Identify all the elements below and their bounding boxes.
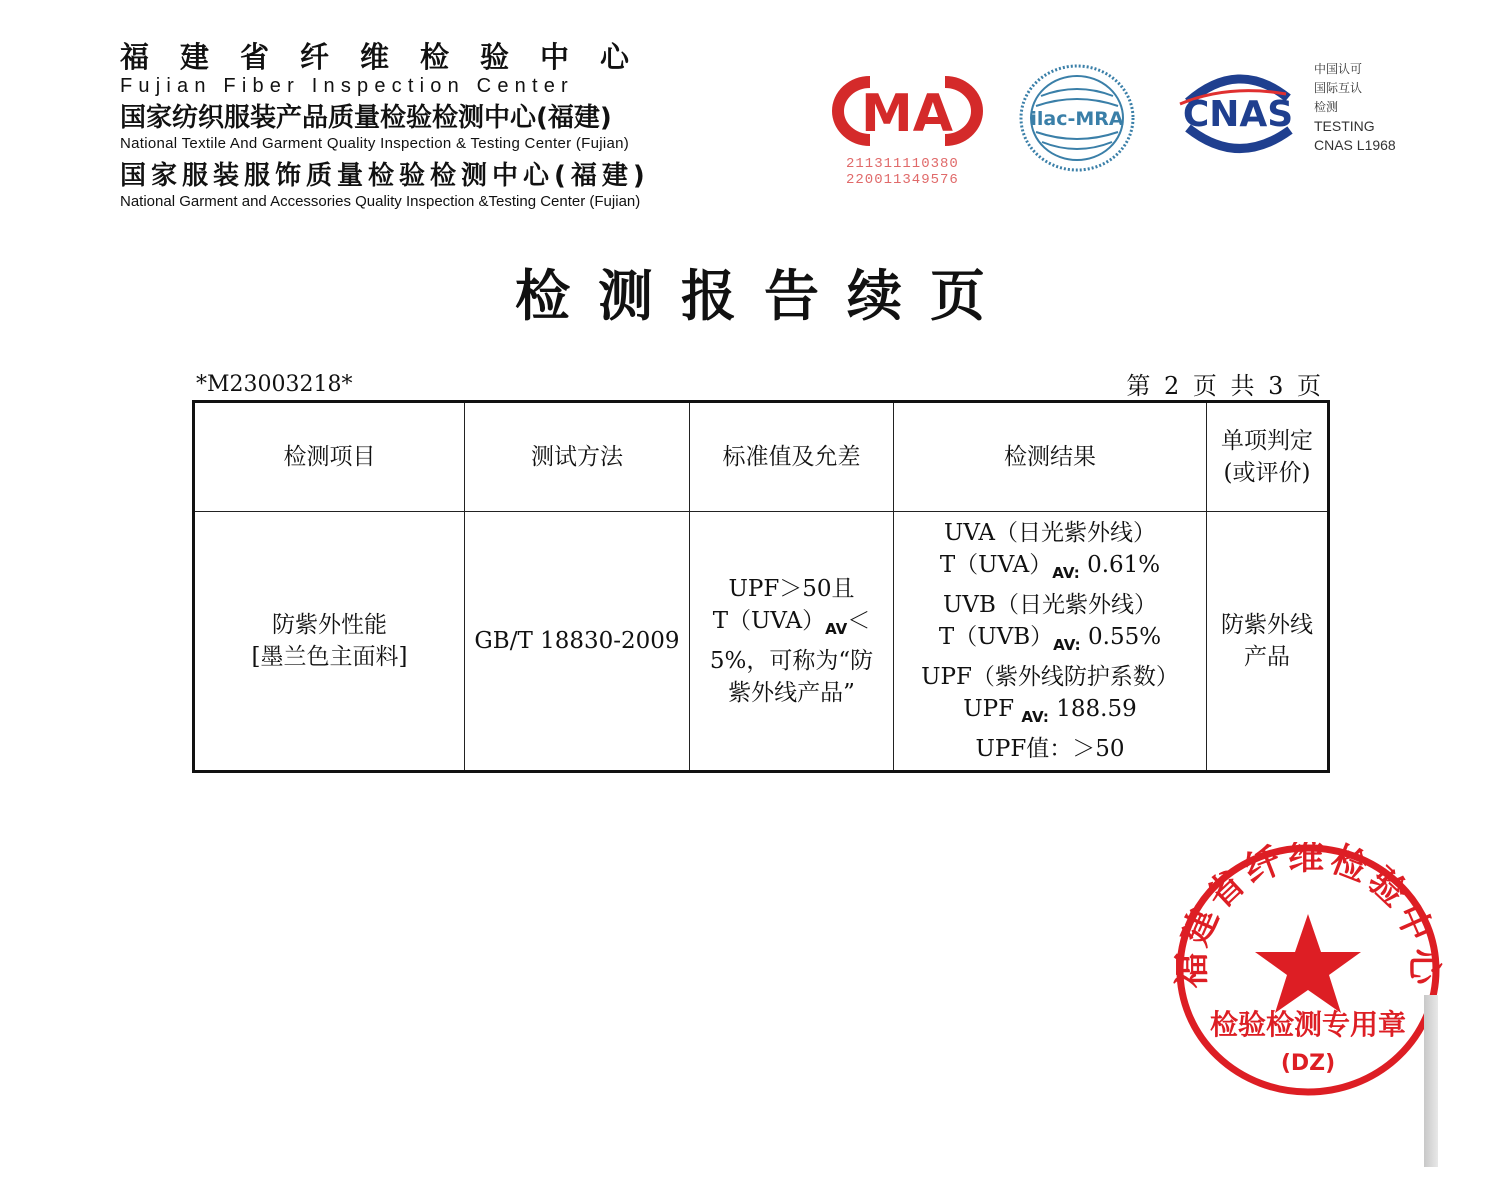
org-name-en: Fujian Fiber Inspection Center — [120, 75, 574, 97]
cell-judgement — [1207, 512, 1329, 772]
standard-line-2: $T(UVA)_{AV}<$ — [712, 608, 871, 638]
result-t-uvb: $T(UVB)_{AV:}$ 0.55% — [938, 624, 1162, 654]
report-code: *M23003218* — [196, 372, 353, 397]
svg-text:ilac-MRA: ilac-MRA — [1030, 108, 1124, 130]
table-header-row — [194, 402, 1329, 512]
document-title: 检测报告续页 — [514, 264, 1013, 328]
letterhead — [120, 40, 760, 212]
result-uvb-label: UVB（日光紫外线） — [943, 592, 1157, 618]
header-standard: 标准值及允差 — [690, 402, 894, 512]
cnas-line-5: CNAS L1968 — [1314, 137, 1396, 153]
cnas-line-4: TESTING — [1314, 118, 1375, 134]
cma-logo — [830, 76, 985, 188]
header-judgement — [1207, 402, 1329, 512]
cell-method: GB/T 18830-2009 — [465, 512, 690, 772]
ilac-mra-logo — [1016, 62, 1138, 174]
cell-standard — [690, 512, 894, 772]
header-judgement-line-2: (或评价) — [1223, 460, 1311, 486]
scan-edge-bar — [1424, 995, 1438, 1167]
standard-line-3: 5%，可称为“防 — [709, 648, 874, 674]
result-uva-label: UVA（日光紫外线） — [943, 520, 1157, 546]
item-sample: [墨兰色主面料] — [251, 644, 408, 670]
center1-name-cn: 国家纺织服装产品质量检验检测中心(福建) — [120, 103, 612, 133]
svg-text:MA: MA — [861, 84, 953, 144]
inspection-table — [192, 400, 1330, 773]
judgement-line-2: 产品 — [1244, 644, 1290, 670]
cnas-icon — [1168, 64, 1308, 164]
cell-item — [194, 512, 465, 772]
result-upf-av: UPF $_{AV:}$ 188.59 — [963, 696, 1137, 726]
svg-text:检验检测专用章: 检验检测专用章 — [1209, 1008, 1407, 1041]
result-upf-label: UPF（紫外线防护系数） — [921, 664, 1179, 690]
cnas-line-1: 中国认可 — [1314, 62, 1363, 76]
center1-name-en: National Textile And Garment Quality Inspection & Testing Center (Fujian) — [120, 135, 630, 152]
cnas-line-2: 国际互认 — [1314, 81, 1363, 95]
org-name-cn: 福建省纤维检验中心 — [120, 40, 661, 74]
header-result: 检测结果 — [894, 402, 1207, 512]
cma-number-1: 211311110380 — [846, 156, 959, 172]
svg-text:福建省纤维检验中心: 福建省纤维检验中心 — [1171, 842, 1445, 989]
result-upf-value: UPF值：＞50 — [975, 736, 1125, 762]
center2-name-cn: 国家服装服饰质量检验检测中心(福建) — [120, 161, 650, 191]
cnas-line-3: 检测 — [1314, 100, 1339, 114]
seal-stamp-icon — [1170, 842, 1446, 1100]
page-info: 第 2 页 共 3 页 — [1126, 372, 1324, 400]
standard-line-4: 紫外线产品” — [728, 680, 855, 706]
ilac-globe-icon — [1016, 62, 1138, 174]
header-item: 检测项目 — [194, 402, 465, 512]
judgement-line-1: 防紫外线 — [1221, 612, 1313, 638]
svg-text:(DZ): (DZ) — [1280, 1051, 1336, 1076]
cnas-description — [1314, 60, 1396, 155]
table-row — [194, 512, 1329, 772]
cell-result — [894, 512, 1207, 772]
standard-line-1: UPF＞50且 — [728, 576, 855, 602]
official-seal — [1170, 842, 1446, 1100]
item-name: 防紫外性能 — [272, 612, 387, 638]
accreditation-logos — [830, 60, 1430, 200]
svg-text:CNAS: CNAS — [1182, 94, 1294, 135]
result-t-uva: $T(UVA)_{AV:}$ 0.61% — [939, 552, 1161, 582]
cma-number-2: 220011349576 — [846, 172, 959, 188]
header-method: 测试方法 — [465, 402, 690, 512]
header-judgement-line-1: 单项判定 — [1221, 428, 1313, 454]
cnas-logo — [1168, 64, 1308, 164]
cma-icon — [830, 76, 985, 146]
center2-name-en: National Garment and Accessories Quality Inspection &Testing Center (Fujian) — [120, 193, 641, 210]
